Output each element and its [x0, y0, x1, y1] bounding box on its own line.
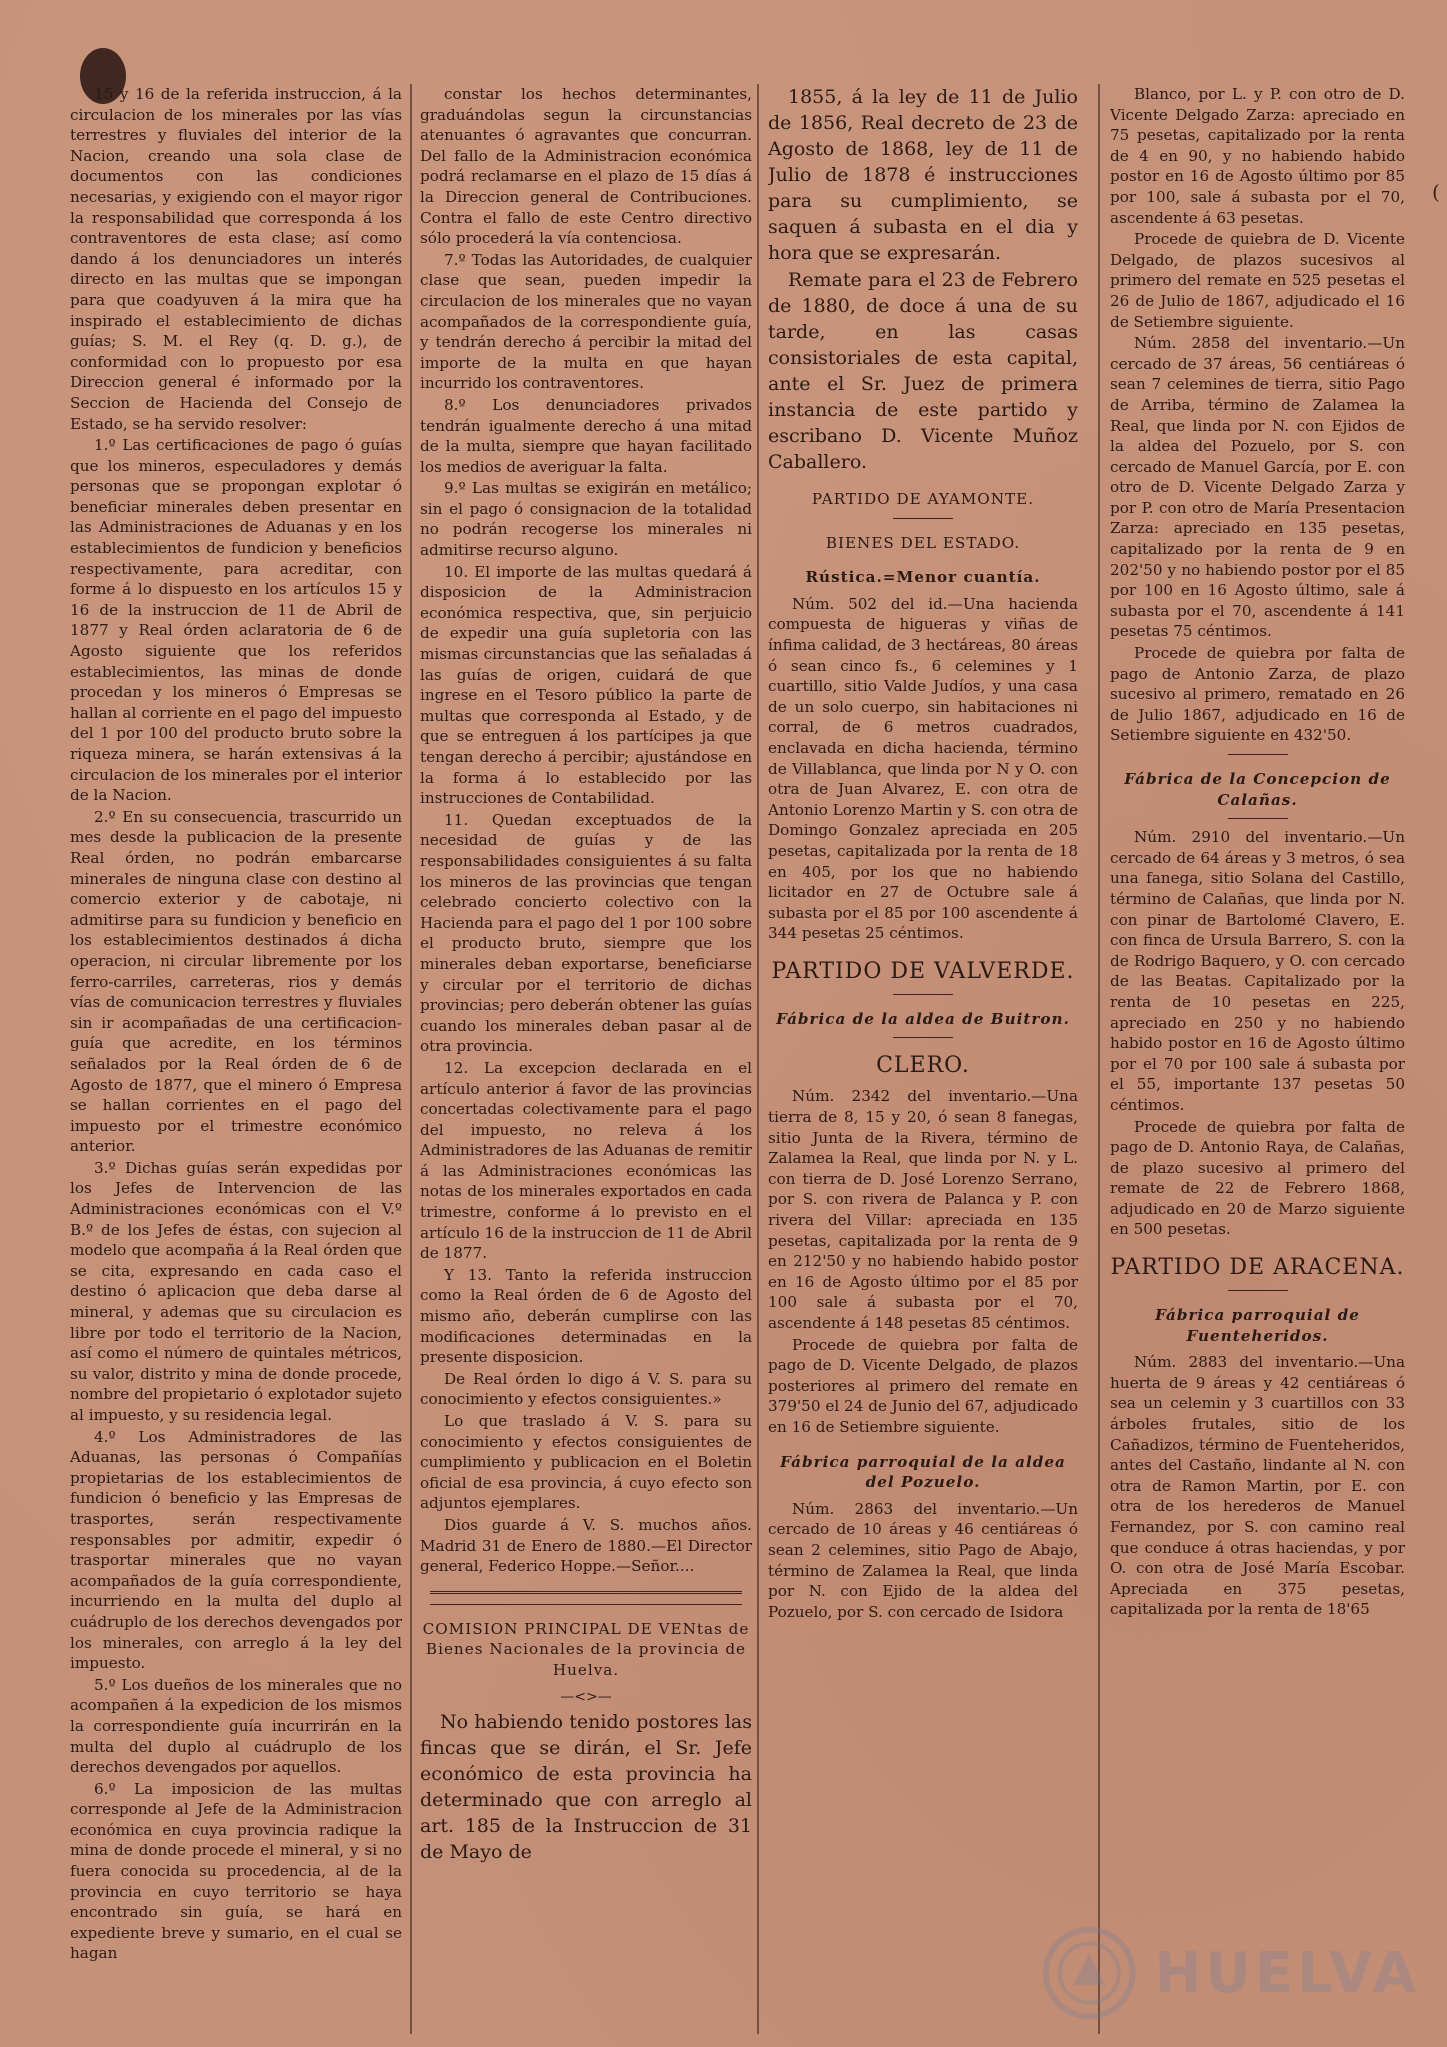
- paragraph: 4.º Los Administradores de las Aduanas, las personas ó Compañías propietarias de los establecimientos de fundicion ó beneficio y las Empresas de trasportes, serán respectivamente responsables por admitir, expedir ó trasportar minerales que no vayan acompañados de la guía correspondiente, incurriendo en la multa del duplo al cuádruplo de los derechos devengados por los minerales, con arreglo á la ley del impuesto.: [70, 1427, 402, 1673]
- paragraph: Remate para el 23 de Febrero de 1880, de doce á una de su tarde, en las casas consistoriales de esta capital, ante el Sr. Juez de primera instancia de este partido y escribano D. Vicente Muñoz Caballero.: [768, 269, 1078, 473]
- short-rule: [1228, 754, 1288, 755]
- paragraph: 6.º La imposicion de las multas corresponde al Jefe de la Administracion económica en cuya provincia radique la mina de donde procede el mineral, y si no fuera conocida su procedencia, al de la provincia en cuyo territorio se haya encontrado sin guía, se hará en expediente breve y sumario, en el cual se hagan: [70, 1779, 402, 1963]
- paragraph: Y 13. Tanto la referida instruccion como la Real órden de 6 de Agosto del mismo año, deberán cumplirse con las modificaciones determinadas en la presente disposicion.: [420, 1265, 752, 1367]
- paragraph: 7.º Todas las Autoridades, de cualquier clase que sean, pueden impedir la circulacion de los minerales que no vayan acompañados de la correspondiente guía, y tendrán derecho á percibir la mitad del importe de la multa en que hayan incurrido los contraventores.: [420, 250, 752, 393]
- column-rule: [410, 84, 412, 2034]
- section-heading: Fábrica parroquial de Fuenteheridos.: [1155, 1306, 1360, 1345]
- short-rule: [893, 994, 953, 995]
- commission-heading: COMISION PRINCIPAL DE VENtas de Bienes Nacionales de la provincia de Huelva.: [422, 1619, 750, 1679]
- column-rule: [757, 84, 759, 2034]
- paragraph: 15 y 16 de la referida instruccion, á la circulacion de los minerales por las vías terrestres y fluviales del interior de la Nacion, creando una sola clase de documentos con las condiciones necesarias, y exigiendo con el mayor rigor la responsabilidad que corresponda á los contraventores de esta clase; así como dando á los denunciadores un interés directo en las multas que se impongan para que coadyuven á la mira que ha inspirado el establecimiento de dichas guías; S. M. el Rey (q. D. g.), de conformidad con lo propuesto por esa Direccion general é informado por la Seccion de Hacienda del Consejo de Estado, se ha servido resolver:: [70, 85, 402, 433]
- archive-watermark: [1040, 1918, 1420, 2028]
- paragraph: 12. La excepcion declarada en el artículo anterior á favor de las provincias concertadas colectivamente para el pago del impuesto, no releva á los Administradores de las Aduanas de remitir á las Administraciones económicas las notas de los minerales exportados en cada trimestre, conforme á lo previsto en el artículo 16 de la instruccion de 11 de Abril de 1877.: [420, 1058, 752, 1263]
- paragraph: Núm. 2858 del inventario.—Un cercado de 37 áreas, 56 centiáreas ó sean 7 celemines de tierra, sitio Pago de Arriba, término de Zalamea la Real, que linda por N. con Ejidos de la aldea del Pozuelo, por S. con cercado de Manuel García, por E. con otro de D. Vicente Delgado Zarza y por P. con otro de María Presentacion Zarza: apreciado en 135 pesetas, capitalizado por la renta de 9 en 202'50 y no habiendo postor por el 85 por 100 en 16 Agosto último, sale á subasta por el 70, ascendente á 141 pesetas 75 céntimos.: [1110, 334, 1405, 641]
- paragraph: Núm. 2342 del inventario.—Una tierra de 8, 15 y 20, ó sean 8 fanegas, sitio Junta de la Rivera, término de Zalamea la Real, que linda por N. y L. con tierra de D. José Lorenzo Serrano, por S. con rivera de Palanca y P. con rivera del Villar: apreciada en 135 pesetas, capitalizada por la renta de 9 en 212'50 y no habiendo habido postor en 16 de Agosto último por el 85 por 100 sale á subasta por el 70, ascendente á 148 pesetas 85 céntimos.: [768, 1087, 1078, 1332]
- paragraph: 2.º En su consecuencia, trascurrido un mes desde la publicacion de la presente Real órden, no podrán embarcarse minerales de ninguna clase con destino al comercio exterior y de cabotaje, ni admitirse para su fundicion y beneficio en los establecimientos destinados á dicha operacion, ni circular libremente por los ferro-carriles, carreteras, rios y demás vías de comunicacion terrestres y fluviales sin ir acompañadas de una certificacion-guía que acredite, en los términos señalados por la Real órden de 6 de Agosto de 1877, que el minero ó Empresa se hallan corrientes en el pago del impuesto por el trimestre económico anterior.: [70, 807, 402, 1156]
- paragraph: constar los hechos determinantes, graduándolas segun la circunstancias atenuantes ó agravantes que concurran. Del fallo de la Administracion económica podrá reclamarse en el plazo de 15 días á la Direccion general de Contribuciones. Contra el fallo de este Centro directivo sólo procederá la vía contenciosa.: [420, 85, 752, 248]
- paragraph: De Real órden lo digo á V. S. para su conocimiento y efectos consiguientes.»: [420, 1369, 752, 1409]
- column-2: [420, 84, 752, 2034]
- auction-intro: [768, 84, 1078, 475]
- section-heading: CLERO.: [876, 1053, 970, 1079]
- watermark-text: HUELVA: [1154, 1940, 1420, 2006]
- paragraph: 5.º Los dueños de los minerales que no acompañen á la expedicion de los mismos la correspondiente guía incurrirán en la multa del duplo al cuádruplo de los derechos devengados por aquellos.: [70, 1675, 402, 1777]
- section-heading: Fábrica de la Concepcion de Calañas.: [1124, 770, 1391, 809]
- paragraph: Núm. 2863 del inventario.—Un cercado de 10 áreas y 46 centiáreas ó sean 2 celemines, sitio Pago de Abajo, término de Zalamea la Real, que linda por N. con Ejido de la aldea del Pozuelo, por S. con cercado de Isidora: [768, 1499, 1078, 1621]
- paragraph: 1.º Las certificaciones de pago ó guías que los mineros, especuladores y demás personas que se propongan explotar ó beneficiar minerales deben presentar en las Administraciones de Aduanas y en los establecimientos de fundicion y beneficios respectivamente, para acreditar, con forme á lo dispuesto en los artículos 15 y 16 de la instruccion de 11 de Abril de 1877 y Real órden aclaratoria de 6 de Agosto siguiente que los referidos establecimientos, las minas de donde procedan y los mineros ó Empresas se hallan al corriente en el pago del impuesto del 1 por 100 del producto bruto sobre la riqueza minera, se harán extensivas á la circulacion de los minerales por el interior de la Nacion.: [70, 436, 402, 805]
- short-rule: [893, 518, 953, 519]
- paragraph: No habiendo tenido postores las fincas que se dirán, el Sr. Jefe económico de esta provincia ha determinado que con arreglo al art. 185 de la Instruccion de 31 de Mayo de: [420, 1711, 752, 1864]
- paragraph: Procede de quiebra de D. Vicente Delgado, de plazos sucesivos al primero del remate en 525 pesetas el 26 de Julio de 1867, adjudicado el 16 de Setiembre siguiente.: [1110, 230, 1405, 331]
- section-heading: PARTIDO DE VALVERDE.: [771, 958, 1075, 984]
- ornamental-rule: [430, 1591, 742, 1605]
- paragraph: 3.º Dichas guías serán expedidas por los Jefes de Intervencion de las Administraciones económicas con el V.º B.º de los Jefes de éstas, con sujecion al modelo que acompaña á la Real órden que se cita, expresando en cada caso el destino ó aplicacion que deba darse al mineral, y ademas que su circulacion es libre por todo el territorio de la Nacion, así como el número de quintales métricos, su valor, distrito y mina de donde procede, nombre del propietario ó explotador sujeto al impuesto, y su residencia legal.: [70, 1158, 402, 1424]
- commission-body: [420, 1709, 752, 1865]
- section-heading: Rústica.=Menor cuantía.: [805, 568, 1041, 587]
- section-heading: Fábrica de la aldea de Buitron.: [776, 1009, 1070, 1028]
- paragraph: Procede de quiebra por falta de pago de D. Antonio Raya, de Calañas, de plazo sucesivo al primero del remate de 22 de Febrero 1868, adjudicado en 20 de Marzo siguiente en 500 pesetas.: [1110, 1117, 1405, 1239]
- paragraph: Núm. 502 del id.—Una hacienda compuesta de higueras y viñas de ínfima calidad, de 3 hectáreas, 80 áreas ó sean cinco fs., 6 celemines y 1 cuartillo, sitio Valde Judíos, y una casa de un solo cuerpo, sin habitaciones ni corral, de 6 metros cuadrados, enclavada en dicha hacienda, término de Villablanca, que linda por N y O. con otra de Juan Alvarez, E. con otra de Antonio Lorenzo Martin y S. con otra de Domingo Gonzalez apreciada en 205 pesetas, capitalizada por la renta de 18 en 405, por los que no habiendo licitador en 27 de Octubre sale á subasta por el 85 por 100 ascendente á 344 pesetas 25 céntimos.: [768, 594, 1078, 943]
- section-heading: BIENES DEL ESTADO.: [825, 533, 1021, 552]
- paragraph: Procede de quiebra por falta de pago de Antonio Zarza, de plazo sucesivo al primero, rematado en 26 de Julio 1867, adjudicado en 16 de Setiembre siguiente en 432'50.: [1110, 644, 1405, 745]
- section-heading: PARTIDO DE ARACENA.: [1110, 1255, 1405, 1281]
- margin-bracket: (: [1432, 180, 1440, 204]
- short-rule: [893, 1037, 953, 1038]
- paragraph: Núm. 2883 del inventario.—Una huerta de 9 áreas y 42 centiáreas ó sea un celemin y 3 cuartillos con 33 árboles frutales, sitio de los Cañadizos, término de Fuenteheridos, antes del Castaño, lindante al N. con otra de Ramon Martin, por E. con otra de los herederos de Manuel Fernandez, por S. con camino real que conduce á otras haciendas, y por O. con otra de José María Escobar. Apreciada en 375 pesetas, capitalizada por la renta de 18'65: [1110, 1353, 1405, 1619]
- column-4: [1110, 84, 1405, 2034]
- column-1: [70, 84, 402, 2034]
- paragraph: 8.º Los denunciadores privados tendrán igualmente derecho á una mitad de la multa, siempre que hayan facilitado los medios de averiguar la falta.: [420, 395, 752, 476]
- paragraph: 1855, á la ley de 11 de Julio de 1856, Real decreto de 23 de Agosto de 1868, ley de 11 de Julio de 1878 é instrucciones para su cumplimiento, se saquen á subasta en el dia y hora que se expresarán.: [768, 86, 1078, 264]
- column-3: [768, 84, 1078, 2034]
- paragraph: Blanco, por L. y P. con otro de D. Vicente Delgado Zarza: apreciado en 75 pesetas, capitalizado por la renta de 4 en 90, y no habiendo habido postor en 16 de Agosto último por 85 por 100, sale á subasta por el 70, ascendente á 63 pesetas.: [1110, 85, 1405, 227]
- paragraph: 10. El importe de las multas quedará á disposicion de la Administracion económica respectiva, que, sin perjuicio de expedir una guía supletoria con las mismas circunstancias que las señaladas á las guías de origen, cuidará de que ingrese en el Tesoro público la parte de multas que corresponda al Estado, y de que se entreguen á los partícipes ja que tengan derecho á percibir; ajustándose en la forma á lo establecido por las instrucciones de Contabilidad.: [420, 562, 752, 808]
- section-heading: PARTIDO DE AYAMONTE.: [811, 490, 1035, 508]
- seal-icon: [1040, 1923, 1139, 2023]
- column-rule: [1098, 84, 1100, 2034]
- short-rule: [1228, 1290, 1288, 1291]
- paragraph: Dios guarde á V. S. muchos años. Madrid 31 de Enero de 1880.—El Director general, Federico Hoppe.—Señor....: [420, 1515, 752, 1576]
- paragraph: Lo que traslado á V. S. para su conocimiento y efectos consiguientes de cumplimiento y publicacion en el Boletin oficial de esa provincia, á cuyo efecto son adjuntos ejemplares.: [420, 1412, 752, 1513]
- ornament-mark: —<>—: [560, 1688, 612, 1705]
- paragraph: 9.º Las multas se exigirán en metálico; sin el pago ó consignacion de la totalidad no podrán recogerse los minerales ni admitirse recurso alguno.: [420, 479, 752, 560]
- short-rule: [1228, 818, 1288, 819]
- paragraph: 11. Quedan exceptuados de la necesidad de guías y de las responsabilidades consiguientes á su falta los mineros de las provincias que tengan celebrado concierto colectivo con la Hacienda para el pago del 1 por 100 sobre el producto bruto, siempre que los minerales deban exportarse, beneficiarse y circular por el territorio de dichas provincias; pero deberán obtener las guías cuando los minerales deban pasar al de otra provincia.: [420, 810, 752, 1056]
- paragraph: Núm. 2910 del inventario.—Un cercado de 64 áreas y 3 metros, ó sea una fanega, sitio Solana del Castillo, término de Calañas, que linda por N. con pinar de Bartolomé Clavero, E. con finca de Ursula Barrero, S. con la de Rodrigo Baquero, y O. con cercado de las Beatas. Capitalizado por la renta de 10 pesetas en 225, apreciado en 250 y no habiendo habido postor en 16 de Agosto último por el 70 por 100 sale á subasta por el 55, importante 137 pesetas 50 céntimos.: [1110, 828, 1405, 1114]
- paragraph: Procede de quiebra por falta de pago de D. Vicente Delgado, de plazos posteriores al primero del remate en 379'50 el 24 de Junio del 67, adjudicado en 16 de Setiembre siguiente.: [768, 1335, 1078, 1436]
- section-heading: Fábrica parroquial de la aldea del Pozuelo.: [780, 1452, 1066, 1492]
